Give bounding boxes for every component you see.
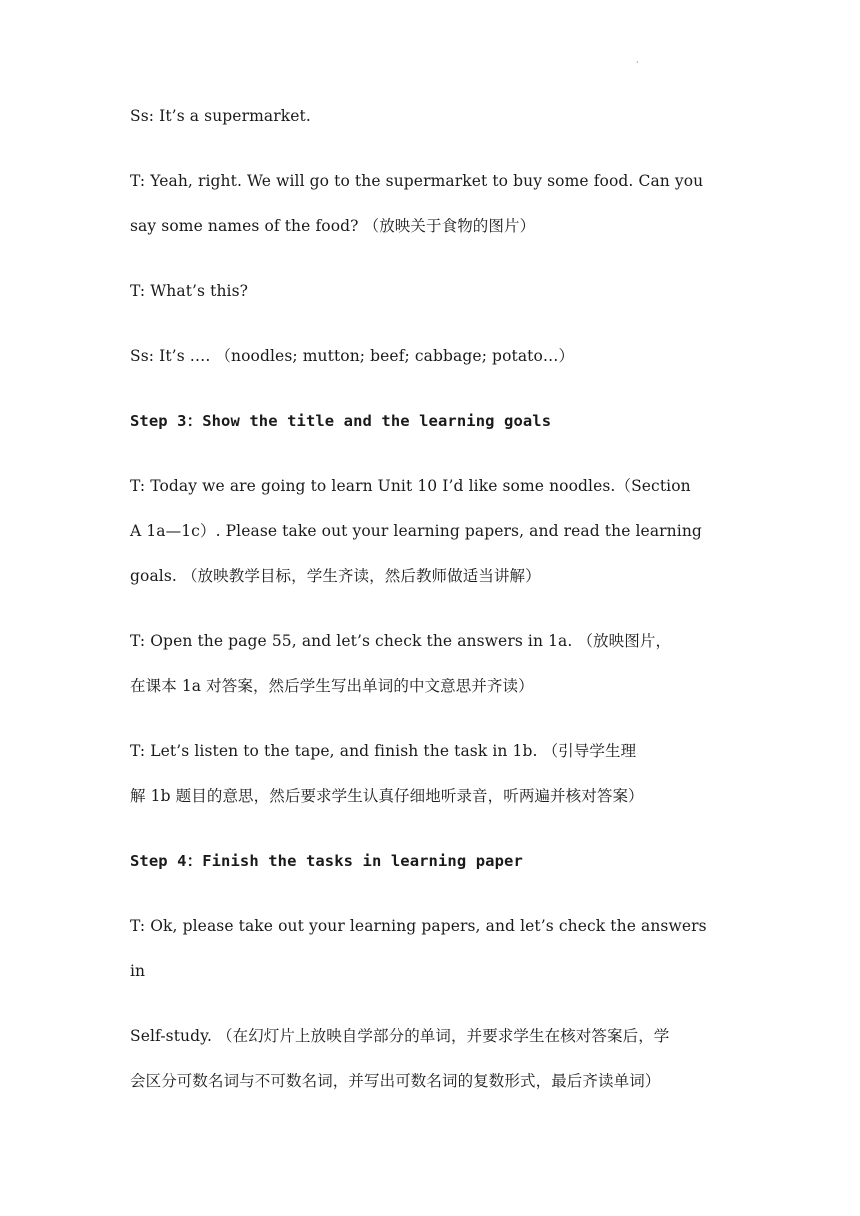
text-line: 会区分可数名词与不可数名词，并写出可数名词的复数形式，最后齐读单词） — [130, 1072, 661, 1090]
section-heading: Step 3：Show the title and the learning goals — [130, 412, 552, 430]
text-line: 解 1b 题目的意思，然后要求学生认真仔细地听录音，听两遍并核对答案） — [130, 787, 644, 805]
text-line: T: Today we are going to learn Unit 10 I’d like some noodles.（Section — [130, 477, 691, 495]
text-line: 在课本 1a 对答案，然后学生写出单词的中文意思并齐读） — [130, 677, 534, 695]
text-line: Self-study. （在幻灯片上放映自学部分的单词，并要求学生在核对答案后，学 — [130, 1027, 670, 1045]
text-line: T: Yeah, right. We will go to the supermarket to buy some food. Can you — [130, 172, 704, 190]
text-line: T: Open the page 55, and let’s check the answers in 1a. （放映图片， — [130, 632, 672, 650]
text-line: T: What’s this? — [130, 282, 249, 300]
text-line: say some names of the food? （放映关于食物的图片） — [130, 217, 536, 235]
text-line: T: Ok, please take out your learning papers, and let’s check the answers — [130, 917, 707, 935]
text-line: A 1a—1c）. Please take out your learning papers, and read the learning — [130, 522, 702, 540]
section-heading: Step 4：Finish the tasks in learning paper — [130, 852, 523, 870]
text-line: in — [130, 962, 146, 980]
text-line: Ss: It’s …. （noodles; mutton; beef; cabbage; potato…） — [130, 347, 575, 365]
page-mark: · — [636, 58, 639, 67]
text-line: T: Let’s listen to the tape, and finish the task in 1b. （引导学生理 — [130, 742, 637, 760]
text-line: Ss: It’s a supermarket. — [130, 107, 311, 125]
text-line: goals. （放映教学目标，学生齐读，然后教师做适当讲解） — [130, 567, 541, 585]
